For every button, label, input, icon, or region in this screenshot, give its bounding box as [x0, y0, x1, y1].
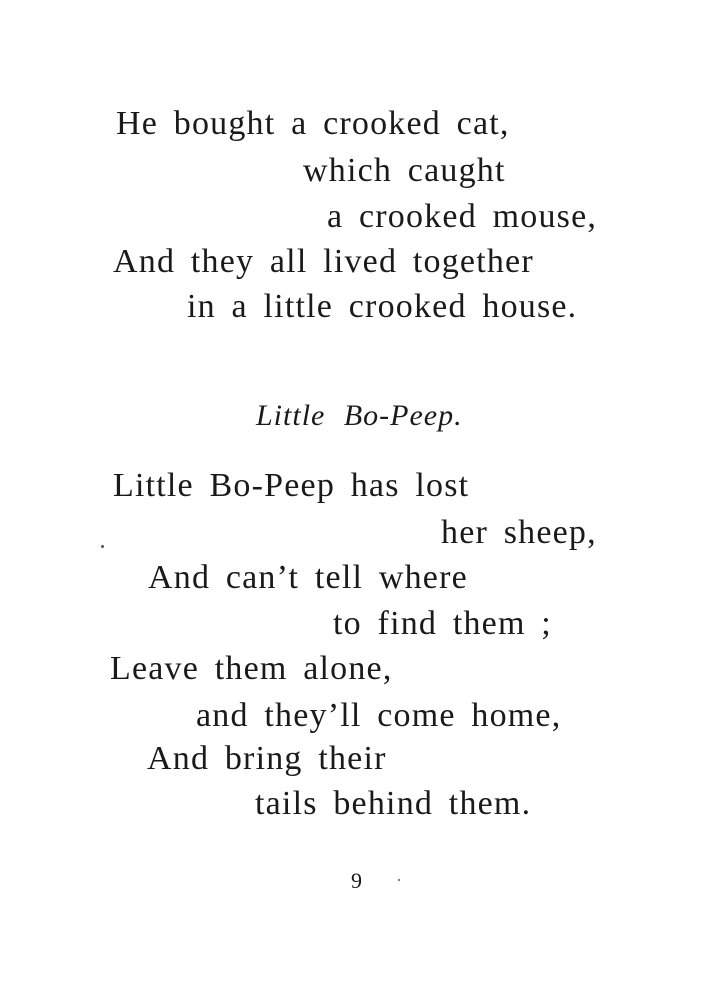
print-speck: [101, 545, 104, 548]
verse-line: in a little crooked house.: [187, 288, 578, 325]
verse-line: her sheep,: [441, 514, 597, 551]
verse-line: which caught: [303, 152, 506, 189]
verse-line: Leave them alone,: [110, 650, 393, 687]
page-number: 9: [351, 868, 362, 893]
verse-line: And they all lived together: [113, 243, 534, 280]
verse-line: a crooked mouse,: [327, 198, 598, 235]
verse-line: tails behind them.: [255, 785, 532, 822]
verse-line: to find them ;: [333, 605, 552, 642]
print-speck: [398, 879, 400, 881]
verse-line: He bought a crooked cat,: [116, 105, 510, 142]
verse-line: Little Bo-Peep has lost: [113, 467, 470, 504]
verse-line: And can’t tell where: [148, 559, 468, 596]
poem-title: Little Bo-Peep.: [256, 399, 463, 432]
verse-line: and they’ll come home,: [196, 697, 562, 734]
verse-line: And bring their: [147, 740, 387, 777]
